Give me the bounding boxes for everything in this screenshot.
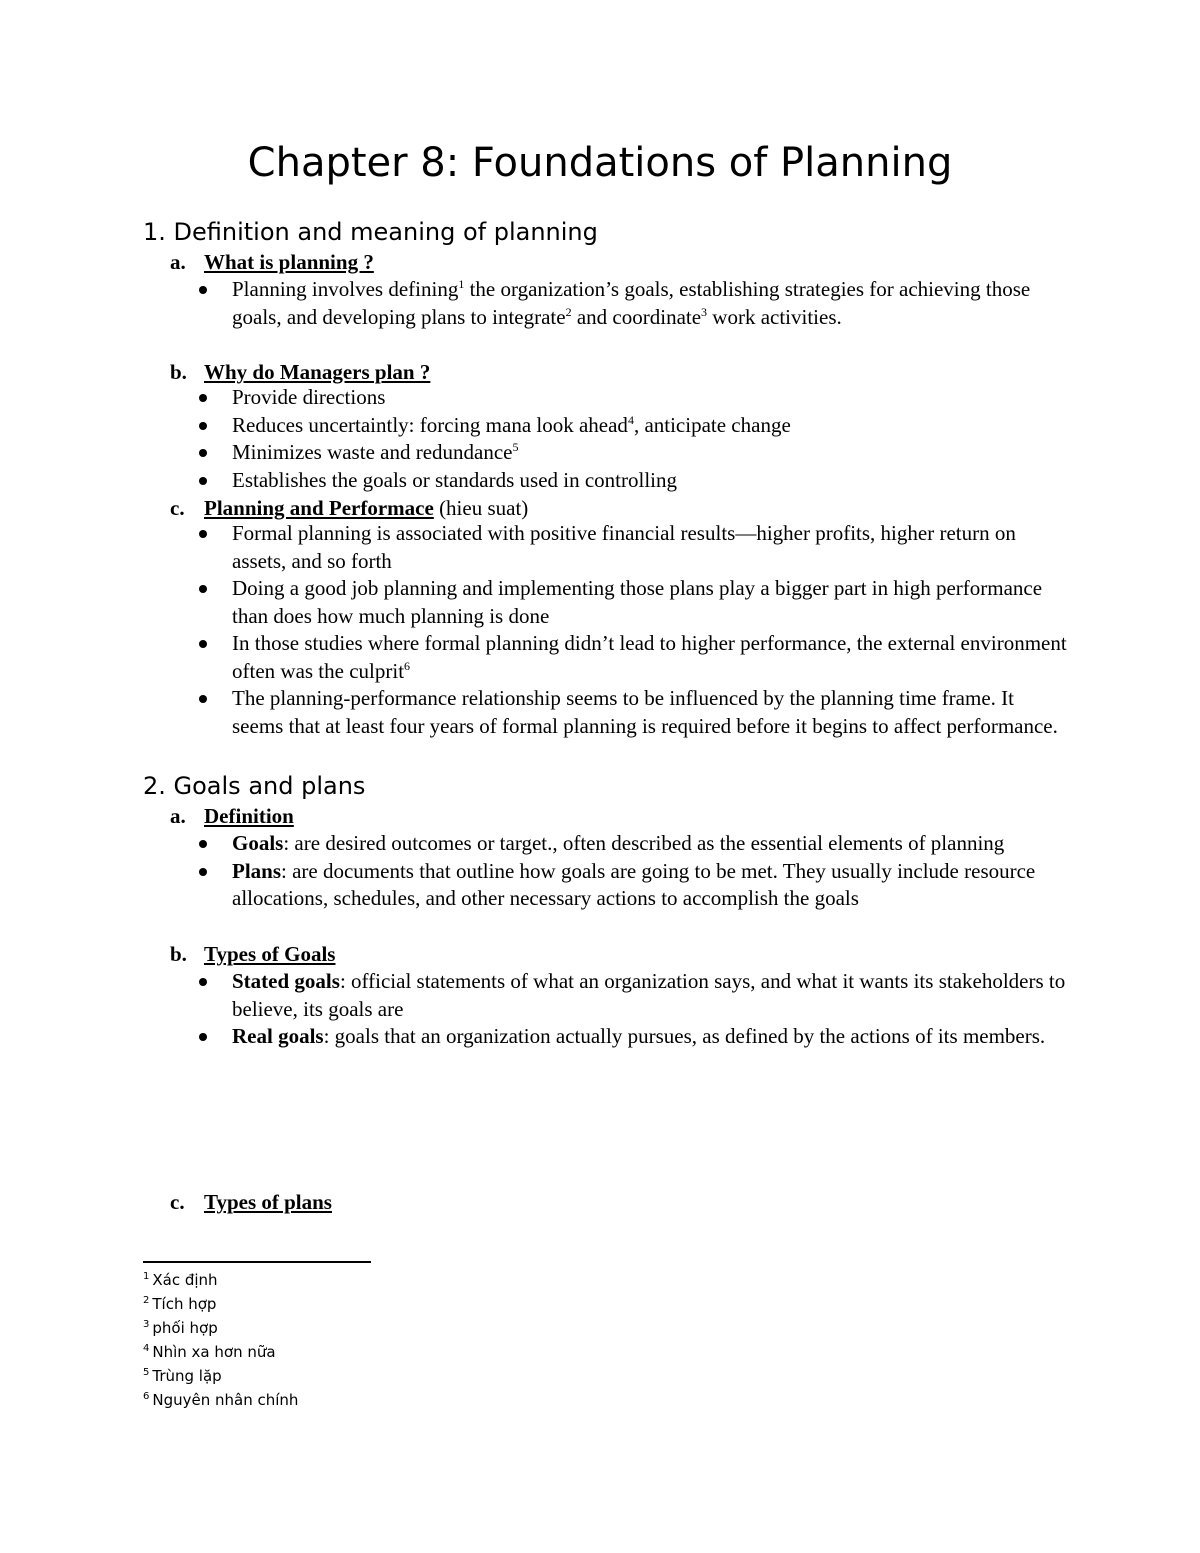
text-run: Minimizes waste and redundance — [232, 440, 513, 464]
subsection-letter: c. — [170, 1190, 185, 1214]
footnote-list — [143, 1268, 298, 1412]
text-run: work activities. — [707, 304, 842, 329]
bullet-list-2b — [232, 968, 1067, 1051]
footnote-text: Nhìn xa hơn nữa — [152, 1343, 276, 1361]
footnote-text: Nguyên nhân chính — [152, 1391, 299, 1409]
term: Plans — [232, 858, 282, 883]
definition: : goals that an organization actually pursues, as defined by the actions of its members. — [323, 1024, 1046, 1048]
list-item — [232, 439, 1067, 467]
footnote-text: Xác định — [152, 1271, 218, 1289]
subsection-title: Definition — [204, 804, 294, 828]
subsection-2c — [170, 1188, 332, 1216]
footnote-text: Trùng lặp — [152, 1367, 222, 1385]
list-item — [232, 968, 1067, 1023]
term: Stated goals — [232, 969, 340, 993]
term: Goals — [232, 831, 284, 855]
text-run: and coordinate — [571, 304, 702, 329]
footnote — [143, 1340, 298, 1364]
list-item: Establishes the goals or standards used in controlling — [232, 467, 1067, 495]
text-run: the organization’s goals, establishing strategies for achieving those goals, and developing plans to integrate — [232, 277, 1031, 329]
subsection-1c — [170, 494, 528, 522]
subsection-1a — [170, 248, 374, 276]
list-item — [232, 276, 1067, 331]
list-item: Doing a good job planning and implementing those plans play a bigger part in high performance than does how much planning is done — [232, 575, 1067, 630]
text-run: In those studies where formal planning didn’t lead to higher performance, the external environment often was the culprit — [232, 631, 1067, 683]
footnote-number: 3 — [143, 1319, 150, 1330]
list-item — [232, 830, 1067, 858]
subsection-title: Why do Managers plan ? — [204, 360, 431, 384]
footnote-text: phối hợp — [152, 1319, 218, 1337]
list-item — [232, 630, 1067, 685]
list-item: The planning-performance relationship seems to be influenced by the planning time frame. It seems that at least four years of formal planning is required before it begins to affect performance. — [232, 685, 1067, 740]
definition: : are desired outcomes or target., often described as the essential elements of planning — [283, 831, 1005, 855]
definition: : official statements of what an organization says, and what it wants its stakeholders to believe, its goals are — [232, 969, 1066, 1021]
bullet-list-2a — [232, 830, 1067, 913]
footnote-ref: 3 — [701, 304, 708, 319]
subsection-letter: a. — [170, 250, 186, 274]
list-item — [232, 412, 1067, 440]
bullet-list-1a — [232, 276, 1067, 331]
subsection-letter: c. — [170, 496, 185, 520]
section-heading-1: 1. Definition and meaning of planning — [143, 218, 598, 246]
list-item — [232, 858, 1067, 913]
footnote — [143, 1364, 298, 1388]
bullet-list-1c — [232, 520, 1067, 740]
subsection-title: Types of Goals — [204, 942, 336, 966]
footnote-ref: 2 — [565, 304, 572, 319]
subsection-1b — [170, 358, 430, 386]
footnote — [143, 1292, 298, 1316]
text-run: Planning involves defining — [232, 277, 459, 301]
footnote-ref: 4 — [627, 412, 634, 427]
subsection-note: (hieu suat) — [433, 496, 529, 520]
footnote-number: 5 — [143, 1367, 150, 1378]
subsection-title: What is planning ? — [204, 250, 374, 274]
footnote — [143, 1268, 298, 1292]
section-heading-2: 2. Goals and plans — [143, 772, 366, 800]
footnote-number: 2 — [143, 1295, 150, 1306]
definition: : are documents that outline how goals are going to be met. They usually include resource allocations, schedules, and other necessary actions to accomplish the goals — [232, 858, 1036, 910]
footnote — [143, 1316, 298, 1340]
subsection-letter: b. — [170, 360, 187, 384]
subsection-letter: a. — [170, 804, 186, 828]
page-title: Chapter 8: Foundations of Planning — [247, 140, 953, 186]
subsection-letter: b. — [170, 942, 187, 966]
term: Real goals — [232, 1024, 324, 1048]
footnote-number: 1 — [143, 1271, 150, 1282]
text-run: Reduces uncertaintly: forcing mana look ahead — [232, 412, 628, 437]
subsection-title: Types of plans — [204, 1190, 332, 1214]
footnote-text: Tích hợp — [152, 1295, 217, 1313]
footnote-ref: 1 — [458, 277, 465, 291]
subsection-2a — [170, 802, 294, 830]
footnote-number: 6 — [143, 1391, 150, 1402]
list-item: Provide directions — [232, 384, 1067, 412]
footnote — [143, 1388, 298, 1412]
subsection-2b — [170, 940, 335, 968]
list-item: Formal planning is associated with positive financial results—higher profits, higher return on assets, and so forth — [232, 520, 1067, 575]
list-item — [232, 1023, 1067, 1051]
text-run: , anticipate change — [633, 412, 791, 437]
footnote-ref: 5 — [512, 440, 519, 454]
footnote-separator — [143, 1261, 371, 1263]
subsection-title: Planning and Performace — [204, 496, 434, 520]
footnote-number: 4 — [143, 1343, 150, 1354]
footnote-ref: 6 — [404, 658, 411, 673]
bullet-list-1b — [232, 384, 1067, 494]
